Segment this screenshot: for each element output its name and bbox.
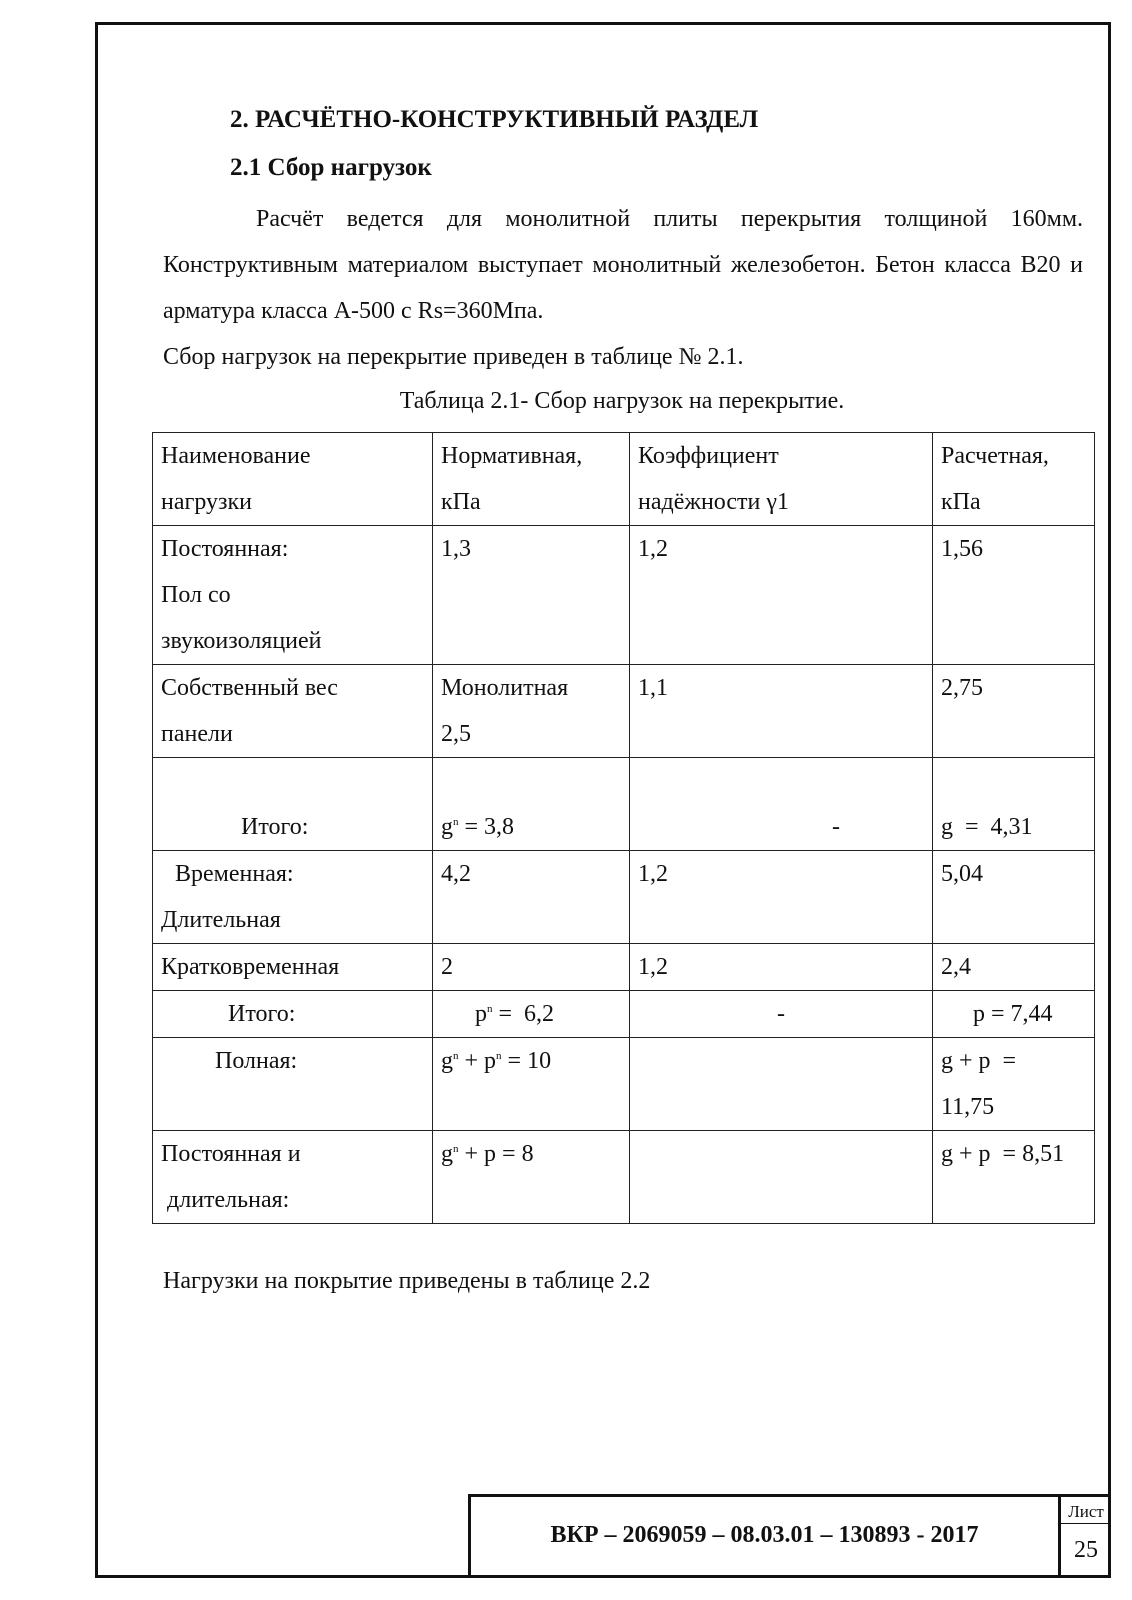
table-reference-paragraph: Сбор нагрузок на перекрытие приведен в таблице № 2.1. [163,344,744,370]
table-row-total: Полная: $g^n + p^n = 10$ g + p = 11,75 [153,1038,1095,1131]
header-cell-design: Расчетная, кПа [933,433,1095,526]
table-row: Собственный вес панели Монолитная 2,5 1,1 2,75 [153,665,1095,758]
sheet-label: Лист [1061,1501,1111,1524]
section-heading: 2. РАСЧЁТНО-КОНСТРУКТИВНЫЙ РАЗДЕЛ [230,106,759,133]
header-cell-normative: Нормативная, кПа [433,433,630,526]
header-cell-name: Наименование нагрузки [153,433,433,526]
table-row: Кратковременная 2 1,2 2,4 [153,944,1095,991]
table-row-subtotal-permanent: Итого: $g^n = 3,8$ - g = 4,31 [153,758,1095,851]
table-row: Временная: Длительная 4,2 1,2 5,04 [153,851,1095,944]
sheet-box [1058,1497,1111,1578]
roof-loads-note: Нагрузки на покрытие приведены в таблице 2.2 [163,1268,651,1294]
sheet-number: 25 [1074,1537,1098,1563]
document-code: ВКР – 2069059 – 08.03.01 – 130893 - 2017 [550,1522,979,1548]
table-header-row [153,433,1095,526]
table-caption: Таблица 2.1- Сбор нагрузок на перекрытие. [399,388,845,414]
header-cell-coefficient: Коэффициент надёжности γ1 [630,433,933,526]
table-row-permanent-long: Постоянная и длительная: $g^n + p = 8$ g + p = 8,51 [153,1131,1095,1224]
table-row-subtotal-temporary: Итого: $p^n = 6,2$ - p = 7,44 [153,991,1095,1038]
intro-paragraph: Расчёт ведется для монолитной плиты перекрытия толщиной 160мм. Конструктивным материалом выступает монолитный железобетон. Бетон класса В20 и арматура класса А-500 с Rs=360Мпа. [163,206,1083,324]
subsection-heading: 2.1 Сбор нагрузок [230,154,432,181]
loads-table [152,432,1095,1224]
table-row: Постоянная: Пол со звукоизоляцией 1,3 1,2 1,56 [153,526,1095,665]
title-block [468,1494,1111,1578]
